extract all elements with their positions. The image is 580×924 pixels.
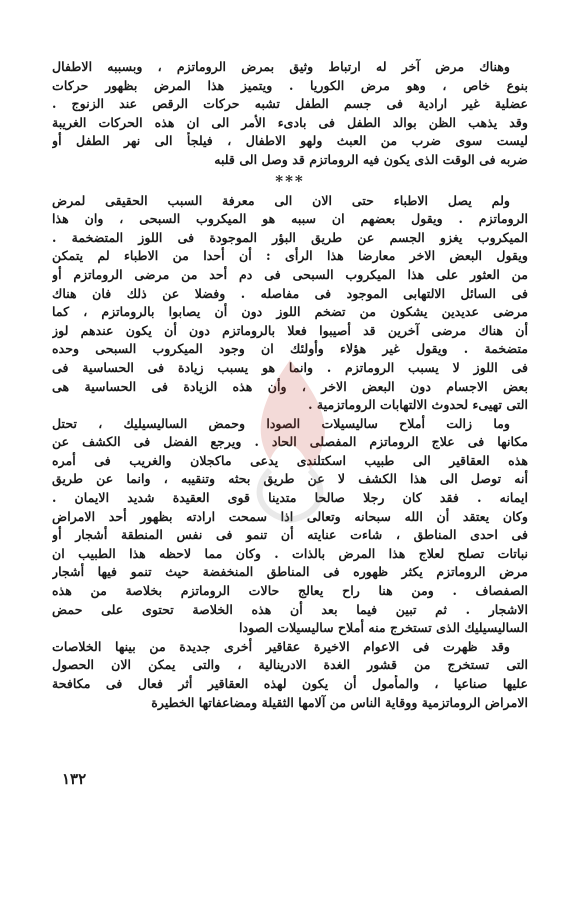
text-line: وقد ظهرت فى الاعوام الاخيرة عقاقير أخرى جديدة من بينها الخلاصات xyxy=(52,638,510,654)
text-line: وهناك مرض آخر له ارتباط وثيق بمرض الروماتزم ، وبسببه الاطفال xyxy=(52,59,510,74)
paragraph-3 xyxy=(52,415,528,638)
text-line: ويقول البعض الاخر معارضا هذا الرأى : أن أحدا من الاطباء لم يتمكن xyxy=(52,248,528,264)
text-line: التى تهيىء لحدوث الالتهابات الروماتزمية . xyxy=(308,397,528,413)
text-line: وقد يذهب الظن بوالد الطفل فى بادىء الأمر الى ان هذه الحركات الغريبة xyxy=(52,114,528,130)
article-text xyxy=(52,58,528,712)
text-line: عضلية غير ارادية فى جسم الطفل تشبه حركات الرقص عند الزنوج . xyxy=(52,96,528,112)
text-line: فى السائل الالتهابى الموجود فى مفاصله . وفضلا عن ذلك فان هناك xyxy=(52,285,528,301)
text-line: الروماتزم . ويقول بعضهم ان سببه هو الميكروب السبحى ، وان هذا xyxy=(52,211,528,227)
text-line: ليست سوى ضرب من العبث ولهو الاطفال ، فيلجأ الى نهر الطفل أو xyxy=(52,133,528,149)
text-line: أن هناك مرضى آخرين قد أصيبوا فعلا بالروماتزم دون أن يكون عندهم لوز xyxy=(52,322,528,338)
text-line: مرض الروماتزم يكثر ظهوره فى المناطق المنخفضة حيث تنمو فيها أشجار xyxy=(52,564,528,580)
text-line: مرضى عديدين يشكون من تضخم اللوز دون أن يصابوا بالروماتزم ، كما xyxy=(52,304,528,320)
text-line: وكان يعتقد أن الله سبحانه وتعالى اذا سمحت ارادته بظهور أحد الامراض xyxy=(52,508,528,524)
text-line: ضربه فى الوقت الذى يكون فيه الروماتزم قد وصل الى قلبه xyxy=(214,151,528,167)
paragraph-4 xyxy=(52,638,528,712)
text-line: الاشجار . ثم تبين فيما بعد أن هذه الخلاصة تحتوى على حمض xyxy=(52,601,528,617)
text-line: ايمانه . فقد كان رجلا صالحا متدينا قوى العقيدة شديد الايمان . xyxy=(52,490,528,506)
text-line: نباتات تصلح لعلاج هذا المرض بالذات . وكان مما لاحظه هذا الطبيب ان xyxy=(52,545,528,561)
text-line: أنه توصل الى هذا الكشف لا عن طريق بحثه وتنقيبه ، وانما عن طريق xyxy=(52,471,528,487)
text-line: فى اللوز لا يسبب الروماتزم . وانما هو يسبب زيادة فى الحساسية فى xyxy=(52,359,528,375)
text-line: فى احدى المناطق ، شاءت عنايته أن تنمو فى نفس المنطقة أشجار أو xyxy=(52,527,528,543)
text-line: بعض الاجسام دون البعض الاخر ، وأن هذه الزيادة فى الحساسية هى xyxy=(52,378,528,394)
text-line: الامراض الروماتزمية ووقاية الناس من آلامها الثقيلة ومضاعفاتها الخطيرة xyxy=(151,694,528,710)
section-separator: *** xyxy=(275,171,305,190)
text-line: الساليسيليك الذى تستخرج منه أملاح ساليسيلات الصودا xyxy=(238,620,528,636)
text-line: التى تستخرج من قشور الغدة الادرينالية ، والتى يمكن الان الحصول xyxy=(52,657,528,673)
paragraph-2 xyxy=(52,192,528,415)
text-line: بنوع خاص ، وهو مرض الكوريا . ويتميز هذا المرض بظهور حركات xyxy=(52,77,528,93)
paragraph-1 xyxy=(52,58,528,170)
text-line: الميكروب يغزو الجسم عن طريق البؤر الموجودة فى اللوز المتضخمة . xyxy=(52,229,528,245)
text-line: متضخمة . ويقول غير هؤلاء وأولئك ان وجود الميكروب السبحى وحده xyxy=(52,341,528,357)
text-line: الصفصاف . ومن هنا راح يعالج حالات الروماتزم بخلاصة من هذه xyxy=(52,583,528,599)
text-line: وما زالت أملاح ساليسيلات الصودا وحمض الساليسيليك ، تحتل xyxy=(52,415,510,431)
text-line: ولم يصل الاطباء حتى الان الى معرفة السبب الحقيقى لمرض xyxy=(52,192,510,208)
text-line: عليها صناعيا ، والمأمول أن يكون لهذه العقاقير أثر فعال فى مكافحة xyxy=(52,676,528,691)
page-number: ١٣٢ xyxy=(62,770,87,788)
text-line: مكانها فى علاج الروماتزم المفصلى الحاد . ويرجع الفضل فى الكشف عن xyxy=(52,434,528,450)
text-line: هذه العقاقير الى طبيب اسكتلندى يدعى ماكجلان والغريب فى أمره xyxy=(52,452,528,468)
text-line: من العثور على هذا الميكروب السبحى فى دم أحد من مرضى الروماتزم أو xyxy=(52,266,528,282)
